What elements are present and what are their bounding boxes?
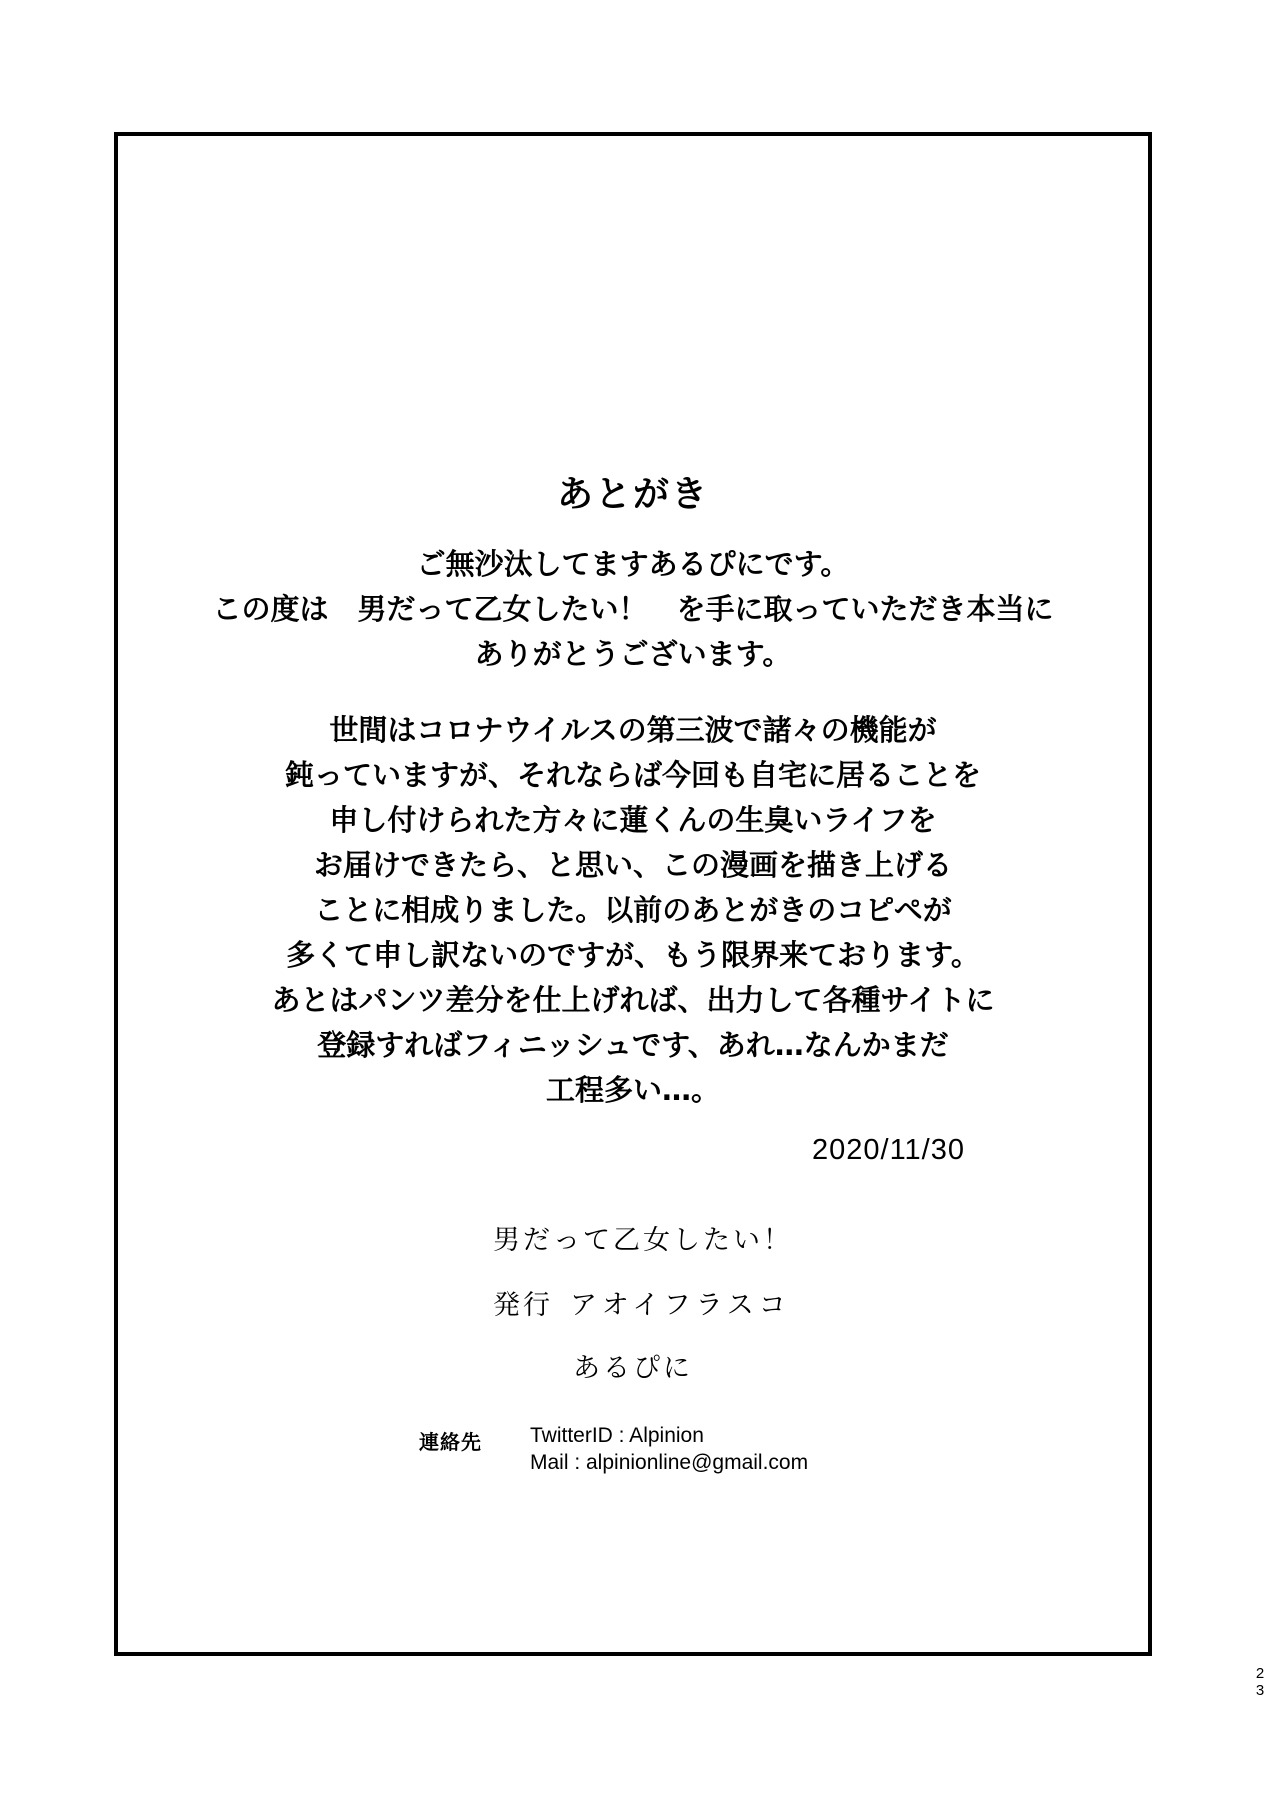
text-line: 世間はコロナウイルスの第三波で諸々の機能が xyxy=(329,713,937,747)
text-line: あとはパンツ差分を仕上げれば、出力して各種サイトに xyxy=(271,983,995,1017)
page-number-digit: 2 xyxy=(1255,1665,1265,1682)
afterword-date: 2020/11/30 xyxy=(812,1134,965,1166)
page-number-digit: 3 xyxy=(1255,1682,1265,1699)
text-line: 登録すればフィニッシュです、あれ…なんかまだ xyxy=(317,1028,949,1062)
colophon-book-title: 男だって乙女したい！ xyxy=(493,1225,793,1256)
text-line: お届けできたら、と思い、この漫画を描き上げる xyxy=(313,848,952,882)
contact-label: 連絡先 xyxy=(419,1430,482,1454)
text-line: ご無沙汰してますあるぴにです。 xyxy=(416,547,850,581)
text-line: 多くて申し訳ないのですが、もう限界来ております。 xyxy=(286,938,980,972)
colophon-publisher-name: アオイフラスコ xyxy=(570,1290,791,1321)
text-line: この度は 男だって乙女したい！ を手に取っていただき本当に xyxy=(212,592,1054,626)
contact-mail: Mail : alpinionline@gmail.com xyxy=(530,1451,809,1474)
page-number xyxy=(1253,1665,1267,1699)
text-line: ありがとうございます。 xyxy=(474,637,792,671)
page-frame xyxy=(114,132,1152,1656)
text-line: 工程多い…。 xyxy=(545,1073,720,1107)
text-line: 申し付けられた方々に蓮くんの生臭いライフを xyxy=(329,803,937,837)
afterword-title: あとがき xyxy=(556,474,709,515)
colophon-publisher-label: 発行 xyxy=(493,1290,553,1321)
afterword-paragraph-2 xyxy=(118,708,1148,1113)
colophon-author: あるぴに xyxy=(573,1353,693,1384)
afterword-paragraph-1 xyxy=(118,542,1148,677)
contact-twitter: TwitterID : Alpinion xyxy=(530,1424,704,1447)
text-line: ことに相成りました。以前のあとがきのコピペが xyxy=(314,893,952,927)
contact-details xyxy=(530,1422,808,1476)
text-line: 鈍っていますが、それならば今回も自宅に居ることを xyxy=(284,758,981,792)
